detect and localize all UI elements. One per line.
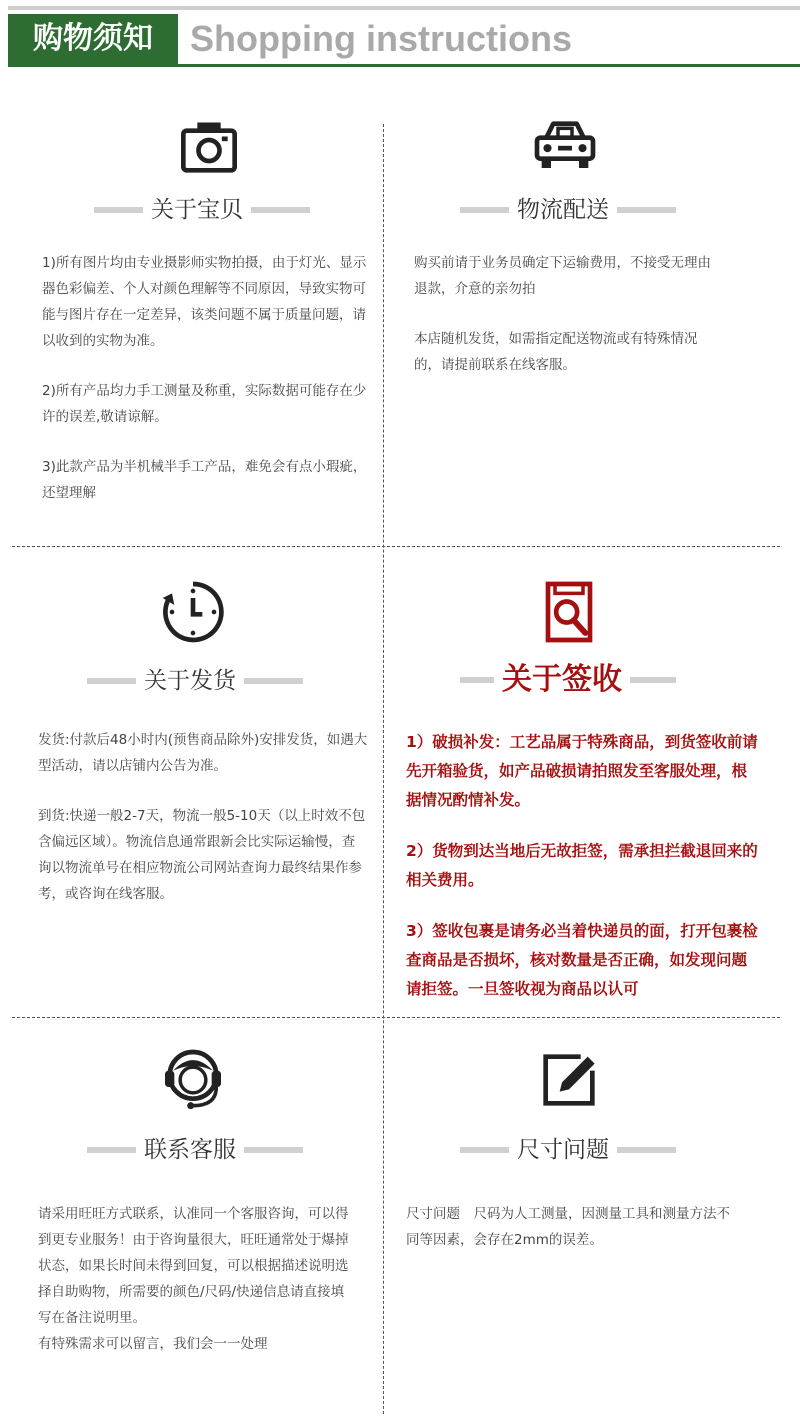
- paragraph: 请采用旺旺方式联系，认准同一个客服咨询，可以得到更专业服务！由于咨询量很大，旺旺通常处于爆掉状态，如果长时间未得到回复，可以根据描述说明选择自助购物，所需要的颜色/尺码/快递信息请直接填写在备注说明里。: [38, 1206, 349, 1326]
- paragraph: 购买前请于业务员确定下运输费用，不接受无理由退款，介意的亲勿拍: [414, 255, 711, 297]
- paragraph: 1）破损补发：工艺品属于特殊商品，到货签收前请先开箱验货，如产品破损请拍照发至客服处理，根据情况酌情补发。: [406, 733, 758, 809]
- section-title-row: [398, 657, 768, 703]
- headset-icon: [158, 1045, 228, 1115]
- section-body: [406, 1201, 736, 1277]
- car-icon: [530, 112, 600, 182]
- header-underline: [8, 64, 800, 67]
- section-title: 联系客服: [136, 1130, 244, 1170]
- camera-icon: [174, 112, 244, 182]
- paragraph: 本店随机发货，如需指定配送物流或有特殊情况的，请提前联系在线客服。: [414, 331, 698, 373]
- row-divider: [12, 546, 780, 547]
- edit-icon: [534, 1045, 604, 1115]
- paragraph: 2）货物到达当地后无故拒签，需承担拦截退回来的相关费用。: [406, 842, 758, 889]
- paragraph: 3)此款产品为半机械半手工产品，难免会有点小瑕疵，还望理解: [42, 459, 367, 501]
- section-title: 关于签收: [494, 657, 630, 703]
- inspect-document-icon: [534, 577, 604, 647]
- section-body: [414, 250, 719, 402]
- section-customer-service: [12, 1043, 382, 1413]
- section-title: 关于发货: [136, 661, 244, 701]
- section-title: 物流配送: [509, 190, 617, 230]
- section-title-row: [398, 1130, 768, 1170]
- section-title-row: [12, 1130, 382, 1170]
- paragraph: 1)所有图片均由专业摄影师实物拍摄，由于灯光、显示器色彩偏差、个人对颜色理解等不同原因，导致实物可能与图片存在一定差异，该类问题不属于质量问题，请以收到的实物为准。: [42, 255, 367, 349]
- section-about-product: [12, 110, 382, 540]
- section-title-row: [398, 190, 768, 230]
- section-size: [398, 1043, 768, 1413]
- section-title: 关于宝贝: [143, 190, 251, 230]
- paragraph: 发货:付款后48小时内(预售商品除外)安排发货，如遇大型活动，请以店铺内公告为准。: [38, 732, 368, 774]
- paragraph: 有特殊需求可以留言，我们会一一处理: [38, 1336, 268, 1352]
- section-body: [42, 250, 372, 530]
- section-title: 尺寸问题: [509, 1130, 617, 1170]
- paragraph: 到货:快递一般2-7天，物流一般5-10天（以上时效不包含偏远区域）。物流信息通常跟新会比实际运输慢，查询以物流单号在相应物流公司网站查询力最终结果作参考，或咨询在线客服。: [38, 808, 366, 902]
- column-divider: [383, 124, 384, 1414]
- section-body: [38, 727, 368, 931]
- section-signing: [398, 575, 768, 1005]
- page-title-cn: 购物须知: [8, 14, 178, 64]
- section-dispatch: [12, 575, 382, 1005]
- clock-icon: [158, 577, 228, 647]
- top-divider: [8, 6, 800, 10]
- section-title-row: [12, 190, 382, 230]
- paragraph: 3）签收包裹是请务必当着快递员的面，打开包裹检查商品是否损坏，核对数量是否正确，如发现问题请拒签。一旦签收视为商品以认可: [406, 922, 758, 998]
- paragraph: 2)所有产品均力手工测量及称重，实际数据可能存在少许的误差,敬请谅解。: [42, 383, 367, 425]
- section-title-row: [12, 661, 382, 701]
- page-title-en: Shopping instructions: [190, 18, 572, 59]
- section-body: [38, 1201, 356, 1381]
- section-body: [406, 728, 762, 1026]
- section-shipping: [398, 110, 768, 540]
- page-header: [8, 14, 800, 68]
- paragraph: 尺寸问题 尺码为人工测量，因测量工具和测量方法不同等因素，会存在2mm的误差。: [406, 1206, 730, 1248]
